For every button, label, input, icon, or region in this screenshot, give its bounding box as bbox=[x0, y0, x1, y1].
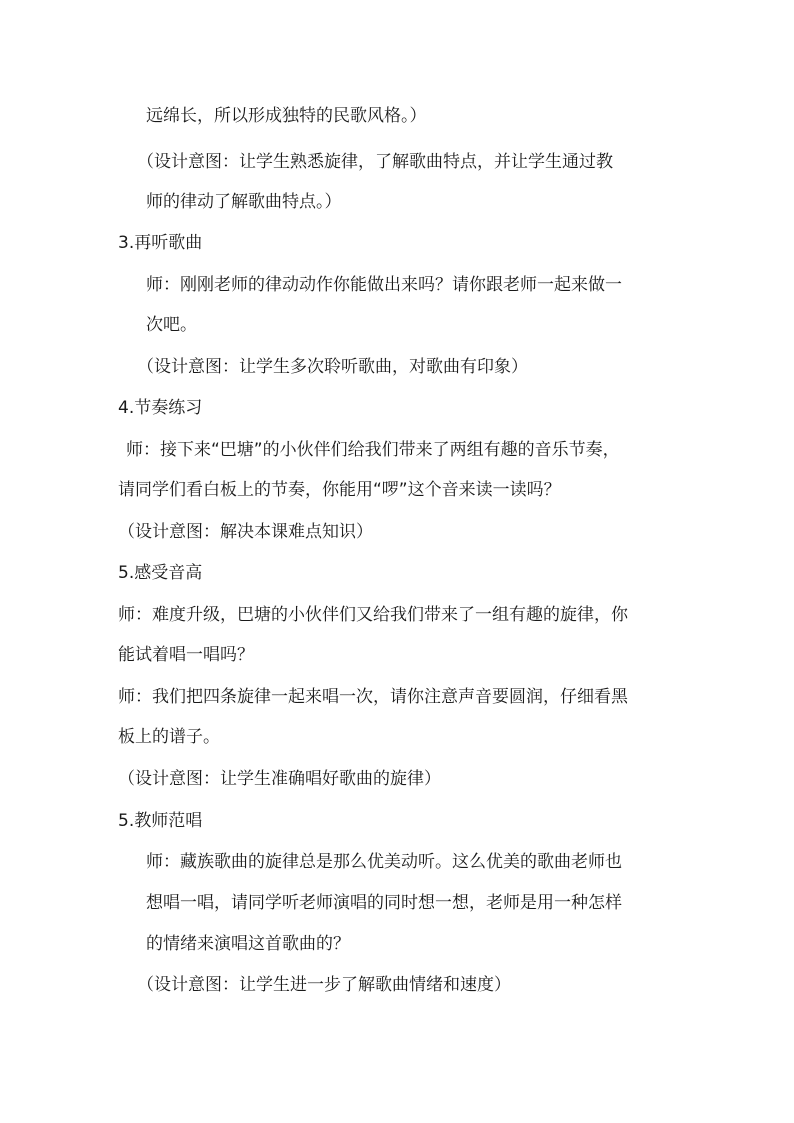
text-line: （设计意图：让学生熟悉旋律，了解歌曲特点，并让学生通过教 bbox=[137, 152, 613, 172]
text-line: 师：藏族歌曲的旋律总是那么优美动听。这么优美的歌曲老师也 bbox=[146, 852, 622, 872]
text-line: （设计意图：解决本课难点知识） bbox=[118, 522, 373, 542]
text-line: （设计意图：让学生多次聆听歌曲，对歌曲有印象） bbox=[137, 357, 528, 377]
text-line: 想唱一唱，请同学听老师演唱的同时想一想，老师是用一种怎样 bbox=[146, 893, 622, 913]
text-line: 能试着唱一唱吗？ bbox=[118, 645, 254, 665]
text-line: 板上的谱子。 bbox=[118, 727, 220, 747]
text-line: 的情绪来演唱这首歌曲的？ bbox=[146, 934, 350, 954]
text-line: 请同学们看白板上的节奏，你能用“啰”这个音来读一读吗？ bbox=[118, 480, 561, 500]
section-heading: 3.再听歌曲 bbox=[118, 233, 203, 253]
text-line: （设计意图：让学生准确唱好歌曲的旋律） bbox=[118, 769, 441, 789]
text-line: 师：我们把四条旋律一起来唱一次，请你注意声音要圆润，仔细看黑 bbox=[118, 687, 628, 707]
section-heading: 4.节奏练习 bbox=[118, 398, 203, 418]
text-line: 次吧。 bbox=[146, 315, 197, 335]
text-line: 师：接下来“巴塘”的小伙伴们给我们带来了两组有趣的音乐节奏， bbox=[126, 440, 620, 460]
section-heading: 5.教师范唱 bbox=[118, 811, 203, 831]
text-line: 师：刚刚老师的律动动作你能做出来吗？请你跟老师一起来做一 bbox=[146, 275, 622, 295]
text-line: （设计意图：让学生进一步了解歌曲情绪和速度） bbox=[137, 975, 511, 995]
section-heading: 5.感受音高 bbox=[118, 563, 203, 583]
text-line: 师：难度升级，巴塘的小伙伴们又给我们带来了一组有趣的旋律，你 bbox=[118, 605, 628, 625]
text-line: 远绵长，所以形成独特的民歌风格。） bbox=[146, 106, 427, 126]
text-line: 师的律动了解歌曲特点。） bbox=[146, 192, 342, 212]
